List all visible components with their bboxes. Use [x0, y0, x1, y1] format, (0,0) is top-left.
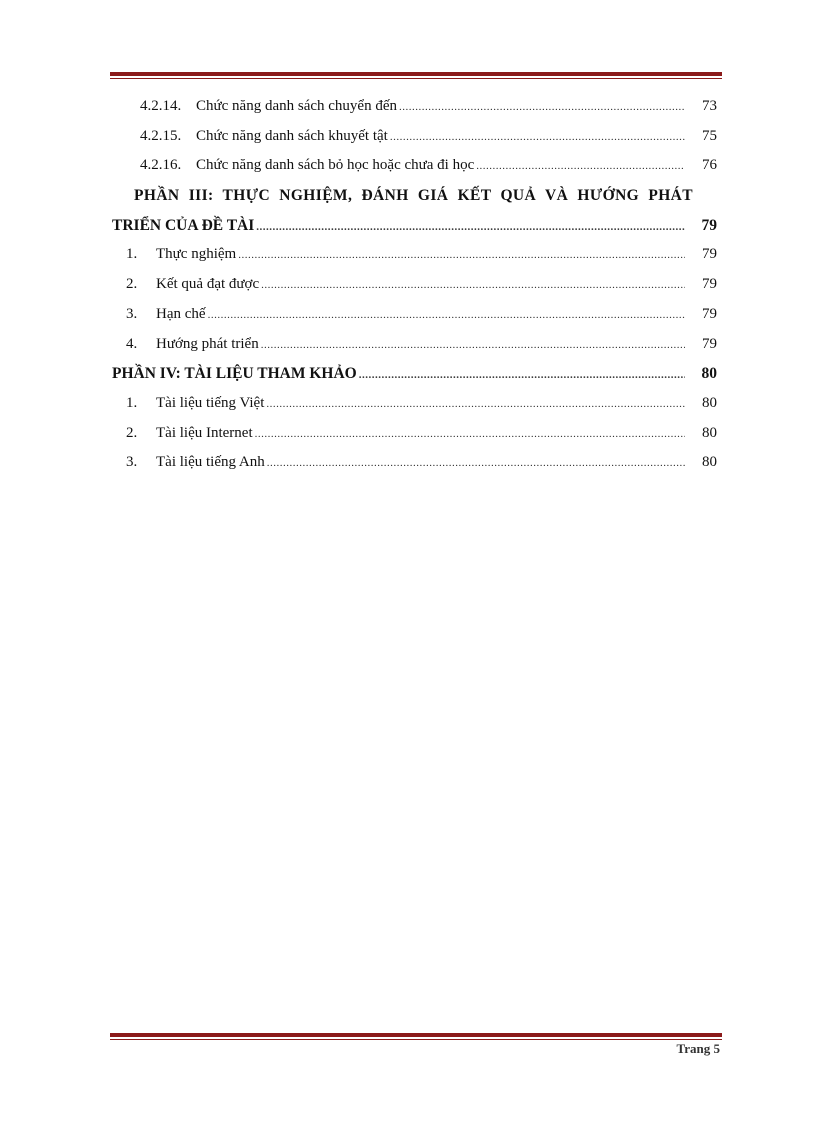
- toc-page: 79: [702, 305, 717, 322]
- header-rule: [110, 72, 722, 79]
- toc-title: Chức năng danh sách bỏ học hoặc chưa đi học: [196, 157, 475, 174]
- toc-number: 2.: [126, 424, 138, 441]
- toc-page: 80: [702, 394, 717, 411]
- toc-title: Hướng phát triển: [156, 335, 259, 352]
- toc-part-title-line2: TRIỂN CỦA ĐỀ TÀI: [112, 216, 255, 234]
- toc-number: 4.2.14.: [140, 98, 182, 114]
- table-of-contents: [112, 92, 717, 478]
- dot-leader: [256, 213, 685, 243]
- toc-number: 4.2.16.: [140, 157, 182, 174]
- toc-title: Tài liệu tiếng Anh: [156, 454, 265, 471]
- toc-page: 79: [702, 246, 717, 263]
- toc-entry-4-2-14[interactable]: [112, 92, 717, 122]
- toc-title: Kết quả đạt được: [156, 276, 260, 293]
- dot-leader: [399, 93, 685, 123]
- toc-page: 80: [702, 454, 717, 471]
- dot-leader: [208, 301, 685, 331]
- dot-leader: [238, 241, 685, 271]
- dot-leader: [261, 331, 685, 361]
- toc-entry-3-1[interactable]: [112, 240, 717, 270]
- toc-number: 4.: [126, 335, 138, 352]
- toc-title: Thực nghiệm: [156, 246, 237, 263]
- toc-page: 79: [701, 216, 717, 234]
- dot-leader: [255, 420, 685, 450]
- toc-entry-4-3[interactable]: [112, 448, 717, 478]
- dot-leader: [261, 271, 685, 301]
- toc-page: 80: [702, 424, 717, 441]
- toc-entry-3-3[interactable]: [112, 300, 717, 330]
- page-number: Trang 5: [676, 1041, 720, 1056]
- toc-page: 79: [702, 335, 717, 352]
- toc-entry-4-1[interactable]: [112, 389, 717, 419]
- toc-page: 76: [702, 157, 717, 174]
- toc-page: 75: [702, 127, 717, 144]
- toc-title: Chức năng danh sách khuyết tật: [196, 127, 388, 144]
- toc-page: 79: [702, 276, 717, 293]
- dot-leader: [267, 449, 685, 479]
- toc-entry-4-2-16[interactable]: [112, 151, 717, 181]
- toc-entry-4-2-15[interactable]: [112, 122, 717, 152]
- dot-leader: [266, 390, 685, 420]
- toc-number: 3.: [126, 454, 138, 471]
- toc-entry-3-2[interactable]: [112, 270, 717, 300]
- toc-part-title: PHẦN IV: TÀI LIỆU THAM KHẢO: [112, 365, 357, 383]
- toc-title: Hạn chế: [156, 305, 206, 322]
- toc-page: 73: [702, 98, 717, 114]
- dot-leader: [359, 361, 685, 391]
- toc-entry-4-2[interactable]: [112, 419, 717, 449]
- dot-leader: [476, 152, 685, 182]
- toc-number: 2.: [126, 276, 138, 293]
- toc-title: Chức năng danh sách chuyển đến: [196, 98, 397, 114]
- footer-rule: [110, 1033, 722, 1040]
- toc-number: 1.: [126, 394, 138, 411]
- toc-number: 4.2.15.: [140, 127, 182, 144]
- dot-leader: [390, 123, 685, 153]
- toc-entry-3-4[interactable]: [112, 330, 717, 360]
- toc-part-3[interactable]: [112, 181, 717, 240]
- toc-page: 80: [701, 365, 717, 383]
- toc-number: 1.: [126, 246, 138, 263]
- toc-part-4[interactable]: [112, 359, 717, 389]
- toc-number: 3.: [126, 305, 138, 322]
- toc-title: Tài liệu tiếng Việt: [156, 394, 265, 411]
- toc-title: Tài liệu Internet: [156, 424, 253, 441]
- toc-part-title-line1: PHẦN III: THỰC NGHIỆM, ĐÁNH GIÁ KẾT QUẢ VÀ HƯỚNG PHÁT: [134, 187, 693, 205]
